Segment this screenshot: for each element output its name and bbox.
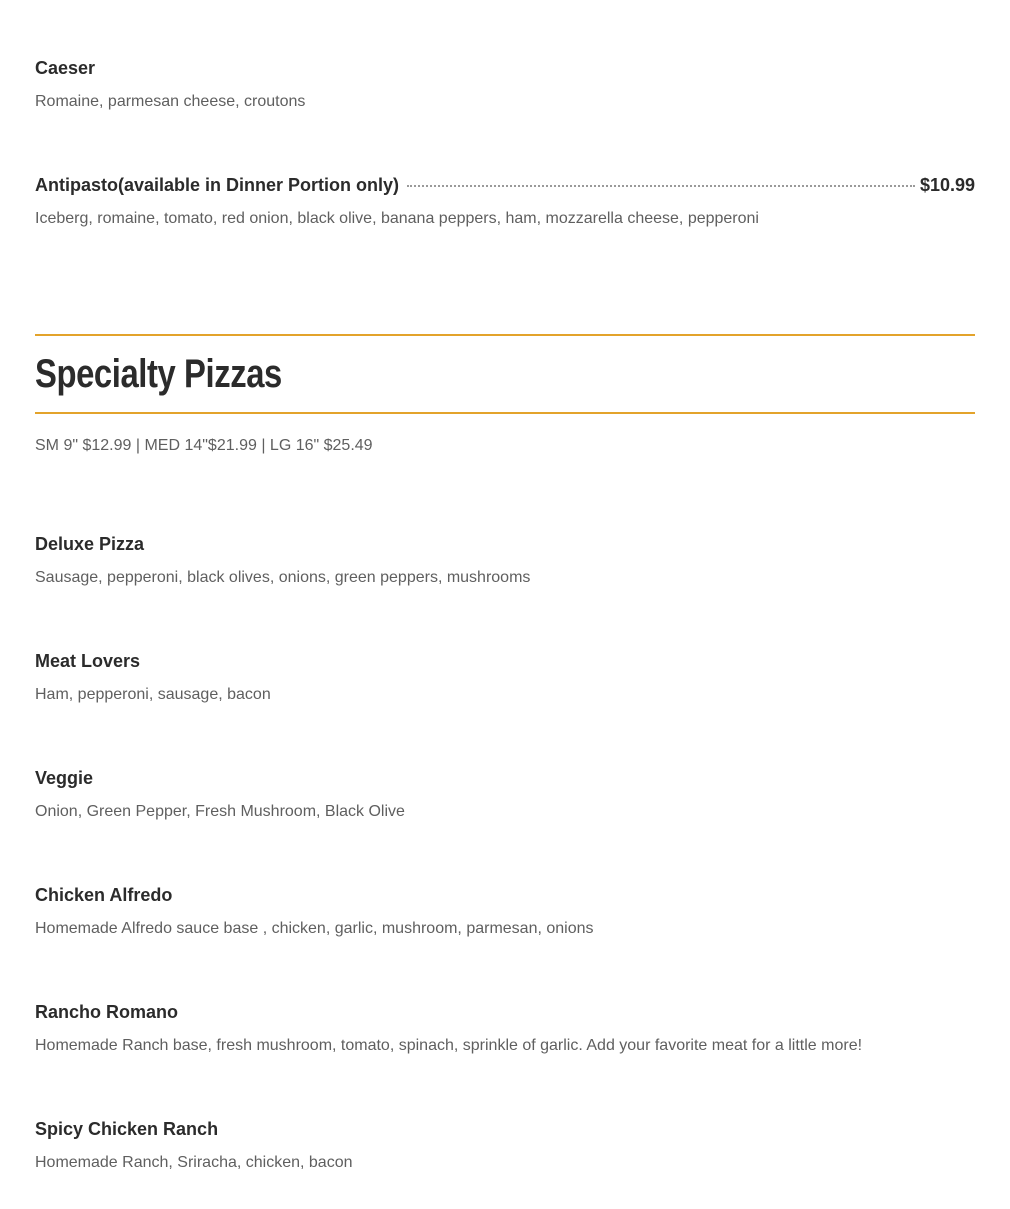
section-rule-bottom xyxy=(35,412,975,414)
menu-item-header xyxy=(35,174,975,196)
menu-item-price: $10.99 xyxy=(919,175,975,195)
menu-item-rancho-romano xyxy=(35,1001,975,1056)
menu-item-header xyxy=(35,533,975,555)
menu-item-name: Chicken Alfredo xyxy=(35,885,173,905)
menu-item-description: Sausage, pepperoni, black olives, onions, green peppers, mushrooms xyxy=(35,569,531,586)
menu-item-name: Rancho Romano xyxy=(35,1002,179,1022)
menu-item-antipasto xyxy=(35,174,975,229)
menu-item-header xyxy=(35,884,975,906)
menu-item-name: Deluxe Pizza xyxy=(35,534,145,554)
menu-item-header xyxy=(35,1118,975,1140)
menu-item-name: Meat Lovers xyxy=(35,651,141,671)
menu-item-description: Ham, pepperoni, sausage, bacon xyxy=(35,686,271,703)
menu-item-description: Onion, Green Pepper, Fresh Mushroom, Black Olive xyxy=(35,803,405,820)
pizza-size-prices: SM 9" $12.99 | MED 14"$21.99 | LG 16" $25.49 xyxy=(35,437,373,454)
dotted-leader xyxy=(407,185,915,187)
menu-item-deluxe-pizza xyxy=(35,533,975,588)
menu-item-chicken-alfredo xyxy=(35,884,975,939)
section-rule-top xyxy=(35,334,975,336)
menu-item-description: Iceberg, romaine, tomato, red onion, black olive, banana peppers, ham, mozzarella cheese, pepperoni xyxy=(35,210,759,227)
section-title: Specialty Pizzas xyxy=(35,352,282,396)
menu-item-spicy-chicken-ranch xyxy=(35,1118,975,1173)
menu-item-description: Homemade Ranch base, fresh mushroom, tomato, spinach, sprinkle of garlic. Add your favorite meat for a little more! xyxy=(35,1037,863,1054)
menu-item-description: Homemade Ranch, Sriracha, chicken, bacon xyxy=(35,1154,353,1171)
menu-item-name: Spicy Chicken Ranch xyxy=(35,1119,219,1139)
menu-item-header xyxy=(35,767,975,789)
menu-item-caeser xyxy=(35,57,975,112)
menu-item-name: Caeser xyxy=(35,58,96,78)
menu-item-header xyxy=(35,57,975,79)
menu-item-header xyxy=(35,650,975,672)
menu-item-header xyxy=(35,1001,975,1023)
menu-item-name: Veggie xyxy=(35,768,94,788)
menu-item-meat-lovers xyxy=(35,650,975,705)
menu-item-name: Antipasto(available in Dinner Portion only) xyxy=(35,175,400,195)
menu-item-veggie xyxy=(35,767,975,822)
menu-item-description: Homemade Alfredo sauce base , chicken, garlic, mushroom, parmesan, onions xyxy=(35,920,594,937)
menu-item-description: Romaine, parmesan cheese, croutons xyxy=(35,93,306,110)
